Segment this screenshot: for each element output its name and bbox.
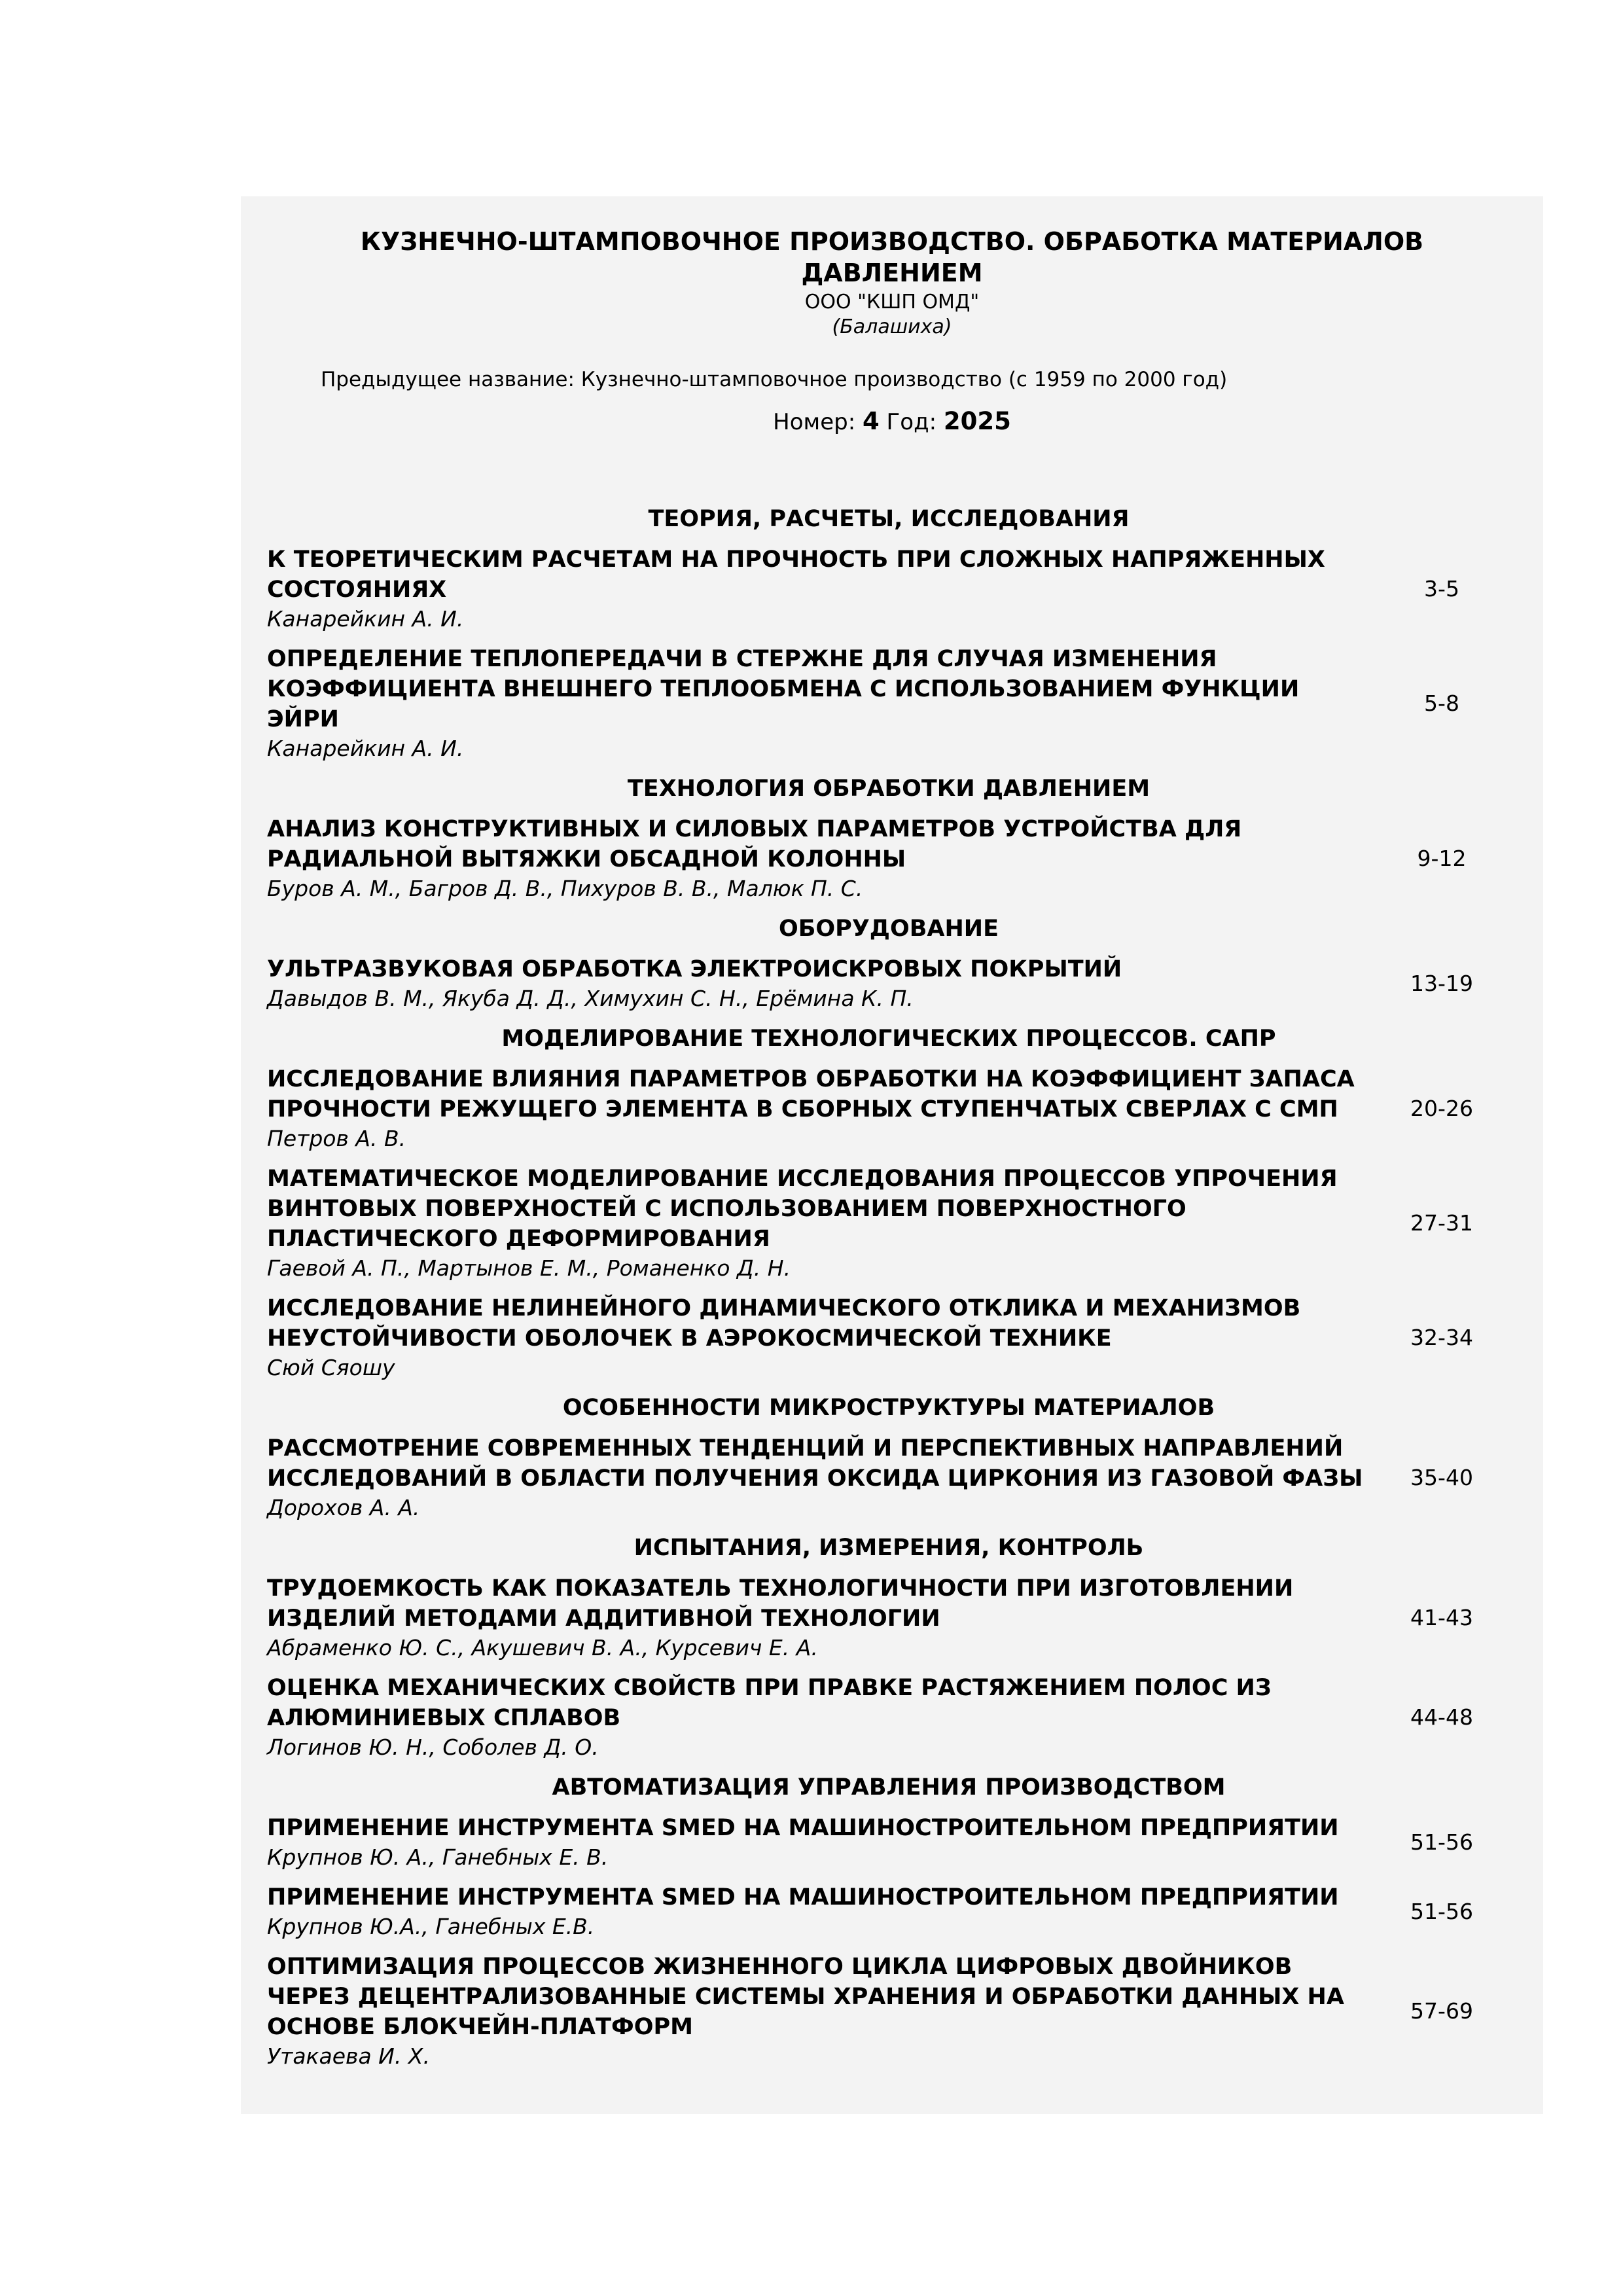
article-pages: 32-34 xyxy=(1410,1325,1473,1350)
article-pages: 9-12 xyxy=(1417,846,1467,871)
journal-publisher: ООО "КШП ОМД" xyxy=(804,291,980,314)
article-title[interactable]: ТРУДОЕМКОСТЬ КАК ПОКАЗАТЕЛЬ ТЕХНОЛОГИЧНОСТИ ПРИ ИЗГОТОВЛЕНИИ ИЗДЕЛИЙ МЕТОДАМИ АДДИТИВНОЙ ТЕХНОЛОГИИ xyxy=(267,1575,1294,1632)
article-pages: 51-56 xyxy=(1410,1829,1473,1855)
article-authors: Дорохов А. А. xyxy=(267,1495,420,1520)
article-authors: Абраменко Ю. С., Акушевич В. А., Курсевич Е. А. xyxy=(267,1635,818,1660)
article-body xyxy=(267,1293,1373,1382)
article-title[interactable]: РАССМОТРЕНИЕ СОВРЕМЕННЫХ ТЕНДЕНЦИЙ И ПЕРСПЕКТИВНЫХ НАПРАВЛЕНИЙ ИССЛЕДОВАНИЙ В ОБЛАСТИ ПОЛУЧЕНИЯ ОКСИДА ЦИРКОНИЯ ИЗ ГАЗОВОЙ ФАЗЫ xyxy=(267,1435,1363,1492)
article-authors: Буров А. М., Багров Д. В., Пихуров В. В., Малюк П. С. xyxy=(267,876,863,901)
article-entry xyxy=(267,1813,1510,1872)
article-pages: 3-5 xyxy=(1424,576,1459,601)
section-heading: ОСОБЕННОСТИ МИКРОСТРУКТУРЫ МАТЕРИАЛОВ xyxy=(562,1395,1215,1421)
article-pages: 44-48 xyxy=(1410,1704,1473,1730)
article-pages: 57-69 xyxy=(1410,1998,1473,2024)
article-authors: Петров А. В. xyxy=(267,1126,406,1151)
article-body xyxy=(267,644,1373,763)
article-entry xyxy=(267,1673,1510,1762)
year-label: Год: xyxy=(886,409,937,435)
issue-label: Номер: xyxy=(773,409,856,435)
issue-number: 4 xyxy=(862,407,880,435)
article-authors: Крупнов Ю. А., Ганебных Е. В. xyxy=(267,1844,609,1870)
article-entry xyxy=(267,1064,1510,1153)
previous-name-label: Предыдущее название: xyxy=(321,368,575,391)
article-body xyxy=(267,1813,1373,1872)
article-pages: 5-8 xyxy=(1424,691,1459,716)
article-entry xyxy=(267,954,1510,1013)
article-entry xyxy=(267,545,1510,634)
article-pages: 27-31 xyxy=(1410,1210,1473,1236)
article-title[interactable]: ОЦЕНКА МЕХАНИЧЕСКИХ СВОЙСТВ ПРИ ПРАВКЕ РАСТЯЖЕНИЕМ ПОЛОС ИЗ АЛЮМИНИЕВЫХ СПЛАВОВ xyxy=(267,1675,1272,1731)
article-entry xyxy=(267,1293,1510,1382)
article-entry xyxy=(267,1433,1510,1522)
article-body xyxy=(267,1433,1373,1522)
article-authors: Логинов Ю. Н., Соболев Д. О. xyxy=(267,1734,599,1760)
article-entry xyxy=(267,1882,1510,1941)
article-authors: Гаевой А. П., Мартынов Е. М., Романенко Д. Н. xyxy=(267,1255,791,1281)
article-title[interactable]: ИССЛЕДОВАНИЕ ВЛИЯНИЯ ПАРАМЕТРОВ ОБРАБОТКИ НА КОЭФФИЦИЕНТ ЗАПАСА ПРОЧНОСТИ РЕЖУЩЕГО ЭЛЕМЕНТА В СБОРНЫХ СТУПЕНЧАТЫХ СВЕРЛАХ С СМП xyxy=(267,1066,1355,1122)
article-pages: 20-26 xyxy=(1410,1096,1473,1121)
table-of-contents xyxy=(267,504,1510,2081)
journal-header xyxy=(241,226,1543,340)
issue-year: 2025 xyxy=(943,407,1011,435)
article-authors: Сюй Сяошу xyxy=(267,1355,395,1380)
article-pages: 41-43 xyxy=(1410,1605,1473,1630)
section-heading: ОБОРУДОВАНИЕ xyxy=(778,916,999,942)
article-pages: 13-19 xyxy=(1410,971,1473,996)
article-body xyxy=(267,1952,1373,2071)
previous-name-value: Кузнечно-штамповочное производство (с 1959 по 2000 год) xyxy=(580,368,1228,391)
journal-city: (Балашиха) xyxy=(832,315,952,338)
article-title[interactable]: ПРИМЕНЕНИЕ ИНСТРУМЕНТА SMED НА МАШИНОСТРОИТЕЛЬНОМ ПРЕДПРИЯТИИ xyxy=(267,1815,1339,1841)
article-body xyxy=(267,814,1373,903)
toc-panel xyxy=(241,196,1543,2114)
article-entry xyxy=(267,814,1510,903)
section-heading: ИСПЫТАНИЯ, ИЗМЕРЕНИЯ, КОНТРОЛЬ xyxy=(633,1535,1144,1561)
section-heading: ТЕОРИЯ, РАСЧЕТЫ, ИССЛЕДОВАНИЯ xyxy=(648,506,1130,532)
article-entry xyxy=(267,1952,1510,2071)
article-body xyxy=(267,1673,1373,1762)
article-title[interactable]: ОПТИМИЗАЦИЯ ПРОЦЕССОВ ЖИЗНЕННОГО ЦИКЛА ЦИФРОВЫХ ДВОЙНИКОВ ЧЕРЕЗ ДЕЦЕНТРАЛИЗОВАННЫЕ СИСТЕМЫ ХРАНЕНИЯ И ОБРАБОТКИ ДАННЫХ НА ОСНОВЕ БЛОКЧЕЙН-ПЛАТФОРМ xyxy=(267,1954,1344,2040)
section-heading: МОДЕЛИРОВАНИЕ ТЕХНОЛОГИЧЕСКИХ ПРОЦЕССОВ. САПР xyxy=(501,1026,1276,1052)
article-title[interactable]: ИССЛЕДОВАНИЕ НЕЛИНЕЙНОГО ДИНАМИЧЕСКОГО ОТКЛИКА И МЕХАНИЗМОВ НЕУСТОЙЧИВОСТИ ОБОЛОЧЕК В АЭРОКОСМИЧЕСКОЙ ТЕХНИКЕ xyxy=(267,1295,1301,1352)
issue-info xyxy=(241,407,1543,437)
article-entry xyxy=(267,644,1510,763)
article-authors: Канарейкин А. И. xyxy=(267,606,464,632)
article-authors: Утакаева И. Х. xyxy=(267,2043,430,2069)
article-title[interactable]: К ТЕОРЕТИЧЕСКИМ РАСЧЕТАМ НА ПРОЧНОСТЬ ПРИ СЛОЖНЫХ НАПРЯЖЕННЫХ СОСТОЯНИЯХ xyxy=(267,547,1325,603)
article-pages: 51-56 xyxy=(1410,1899,1473,1924)
previous-name xyxy=(321,367,1227,393)
article-body xyxy=(267,545,1373,634)
article-title[interactable]: УЛЬТРАЗВУКОВАЯ ОБРАБОТКА ЭЛЕКТРОИСКРОВЫХ ПОКРЫТИЙ xyxy=(267,956,1122,982)
article-entry xyxy=(267,1573,1510,1662)
article-authors: Канарейкин А. И. xyxy=(267,736,464,761)
article-body xyxy=(267,1164,1373,1283)
article-authors: Крупнов Ю.А., Ганебных Е.В. xyxy=(267,1914,595,1939)
article-title[interactable]: АНАЛИЗ КОНСТРУКТИВНЫХ И СИЛОВЫХ ПАРАМЕТРОВ УСТРОЙСТВА ДЛЯ РАДИАЛЬНОЙ ВЫТЯЖКИ ОБСАДНОЙ КОЛОННЫ xyxy=(267,816,1242,872)
journal-title: КУЗНЕЧНО-ШТАМПОВОЧНОЕ ПРОИЗВОДСТВО. ОБРАБОТКА МАТЕРИАЛОВ ДАВЛЕНИЕМ xyxy=(360,227,1424,287)
article-authors: Давыдов В. М., Якуба Д. Д., Химухин С. Н., Ерёмина К. П. xyxy=(267,986,914,1011)
section-heading: АВТОМАТИЗАЦИЯ УПРАВЛЕНИЯ ПРОИЗВОДСТВОМ xyxy=(552,1774,1226,1801)
article-title[interactable]: ПРИМЕНЕНИЕ ИНСТРУМЕНТА SMED НА МАШИНОСТРОИТЕЛЬНОМ ПРЕДПРИЯТИИ xyxy=(267,1884,1339,1910)
article-body xyxy=(267,1882,1373,1941)
article-body xyxy=(267,954,1373,1013)
article-title[interactable]: ОПРЕДЕЛЕНИЕ ТЕПЛОПЕРЕДАЧИ В СТЕРЖНЕ ДЛЯ СЛУЧАЯ ИЗМЕНЕНИЯ КОЭФФИЦИЕНТА ВНЕШНЕГО ТЕПЛООБМЕНА С ИСПОЛЬЗОВАНИЕМ ФУНКЦИИ ЭЙРИ xyxy=(267,646,1300,732)
article-body xyxy=(267,1573,1373,1662)
article-pages: 35-40 xyxy=(1410,1465,1473,1490)
article-body xyxy=(267,1064,1373,1153)
article-entry xyxy=(267,1164,1510,1283)
article-title[interactable]: МАТЕМАТИЧЕСКОЕ МОДЕЛИРОВАНИЕ ИССЛЕДОВАНИЯ ПРОЦЕССОВ УПРОЧЕНИЯ ВИНТОВЫХ ПОВЕРХНОСТЕЙ С ИСПОЛЬЗОВАНИЕМ ПОВЕРХНОСТНОГО ПЛАСТИЧЕСКОГО ДЕФОРМИРОВАНИЯ xyxy=(267,1166,1338,1252)
section-heading: ТЕХНОЛОГИЯ ОБРАБОТКИ ДАВЛЕНИЕМ xyxy=(627,776,1150,802)
